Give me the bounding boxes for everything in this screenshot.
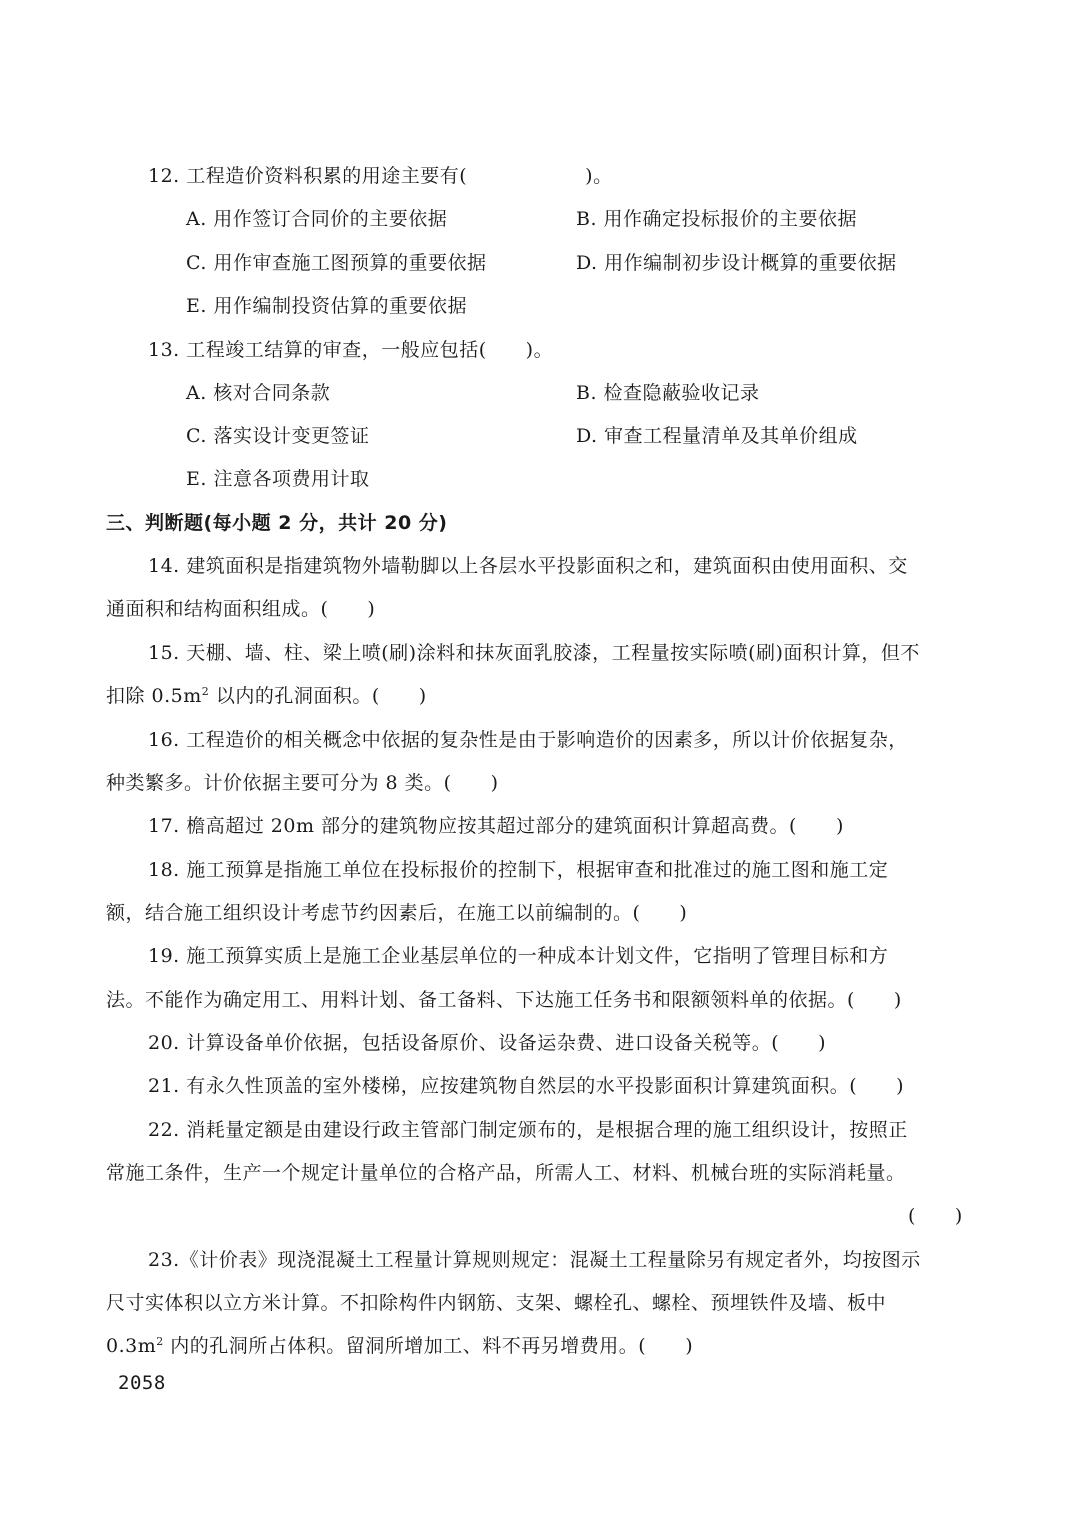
judgment-15-superscript: 2 — [201, 685, 210, 698]
judgment-17-line-1: 17. 檐高超过 20m 部分的建筑物应按其超过部分的建筑面积计算超高费。( ) — [148, 815, 844, 837]
question-13-option-a: A. 核对合同条款 — [186, 382, 331, 404]
judgment-15-line-1: 15. 天棚、墙、柱、梁上喷(刷)涂料和抹灰面乳胶漆，工程量按实际喷(刷)面积计算，但不 — [148, 642, 920, 664]
judgment-18-line-2: 额，结合施工组织设计考虑节约因素后，在施工以前编制的。( ) — [106, 902, 688, 924]
judgment-16-line-1: 16. 工程造价的相关概念中依据的复杂性是由于影响造价的因素多，所以计价依据复杂， — [148, 729, 908, 751]
question-13-option-c: C. 落实设计变更签证 — [186, 425, 370, 447]
judgment-15-line-2 — [106, 683, 427, 709]
question-13-option-b: B. 检查隐蔽验收记录 — [576, 382, 760, 404]
question-12-option-c: C. 用作审查施工图预算的重要依据 — [186, 252, 487, 274]
question-12-stem — [148, 163, 613, 189]
question-12-option-b: B. 用作确定投标报价的主要依据 — [576, 208, 858, 230]
section-3-title: 三、判断题(每小题 2 分，共计 20 分) — [106, 512, 448, 534]
judgment-14-line-2: 通面积和结构面积组成。( ) — [106, 598, 376, 620]
judgment-21-line-1: 21. 有永久性顶盖的室外楼梯，应按建筑物自然层的水平投影面积计算建筑面积。( ) — [148, 1075, 905, 1097]
judgment-23-line-3-pre: 0.3m — [106, 1335, 157, 1357]
judgment-22-line-2: 常施工条件，生产一个规定计量单位的合格产品，所需人工、材料、机械台班的实际消耗量。 — [106, 1162, 906, 1184]
judgment-15-line-2-post: 以内的孔洞面积。( ) — [209, 685, 427, 707]
judgment-14-line-1: 14. 建筑面积是指建筑物外墙勒脚以上各层水平投影面积之和，建筑面积由使用面积、交 — [148, 555, 908, 577]
question-12-stem-end: )。 — [585, 165, 613, 187]
judgment-23-line-3 — [106, 1333, 693, 1359]
judgment-23-superscript: 2 — [156, 1335, 164, 1348]
judgment-23-line-3-post: 内的孔洞所占体积。留洞所增加工、料不再另增费用。( ) — [163, 1335, 694, 1357]
question-12-stem-text: 12. 工程造价资料积累的用途主要有( — [148, 165, 468, 187]
page-number: 2058 — [118, 1372, 166, 1394]
judgment-23-line-1: 23.《计价表》现浇混凝土工程量计算规则规定：混凝土工程量除另有规定者外，均按图示 — [148, 1249, 921, 1271]
question-12-option-d: D. 用作编制初步设计概算的重要依据 — [576, 252, 897, 274]
judgment-23-line-2: 尺寸实体积以立方米计算。不扣除构件内钢筋、支架、螺栓孔、螺栓、预埋铁件及墙、板中 — [106, 1292, 887, 1314]
judgment-16-line-2: 种类繁多。计价依据主要可分为 8 类。( ) — [106, 772, 499, 794]
judgment-19-line-2: 法。不能作为确定用工、用料计划、备工备料、下达施工任务书和限额领料单的依据。( ) — [106, 989, 902, 1011]
judgment-20-line-1: 20. 计算设备单价依据，包括设备原价、设备运杂费、进口设备关税等。( ) — [148, 1032, 827, 1054]
question-12-option-a: A. 用作签订合同价的主要依据 — [186, 208, 448, 230]
question-13-option-e: E. 注意各项费用计取 — [186, 468, 370, 490]
judgment-15-line-2-pre: 扣除 0.5m — [106, 685, 202, 707]
judgment-18-line-1: 18. 施工预算是指施工单位在投标报价的控制下，根据审查和批准过的施工图和施工定 — [148, 859, 889, 881]
question-12-option-e: E. 用作编制投资估算的重要依据 — [186, 295, 467, 317]
judgment-22-line-1: 22. 消耗量定额是由建设行政主管部门制定颁布的，是根据合理的施工组织设计，按照正 — [148, 1119, 908, 1141]
question-13-option-d: D. 审查工程量清单及其单价组成 — [576, 425, 858, 447]
judgment-22-answer-bracket: ( ) — [908, 1205, 963, 1227]
question-13-stem: 13. 工程竣工结算的审查，一般应包括( )。 — [148, 339, 554, 361]
judgment-19-line-1: 19. 施工预算实质上是施工企业基层单位的一种成本计划文件，它指明了管理目标和方 — [148, 945, 889, 967]
